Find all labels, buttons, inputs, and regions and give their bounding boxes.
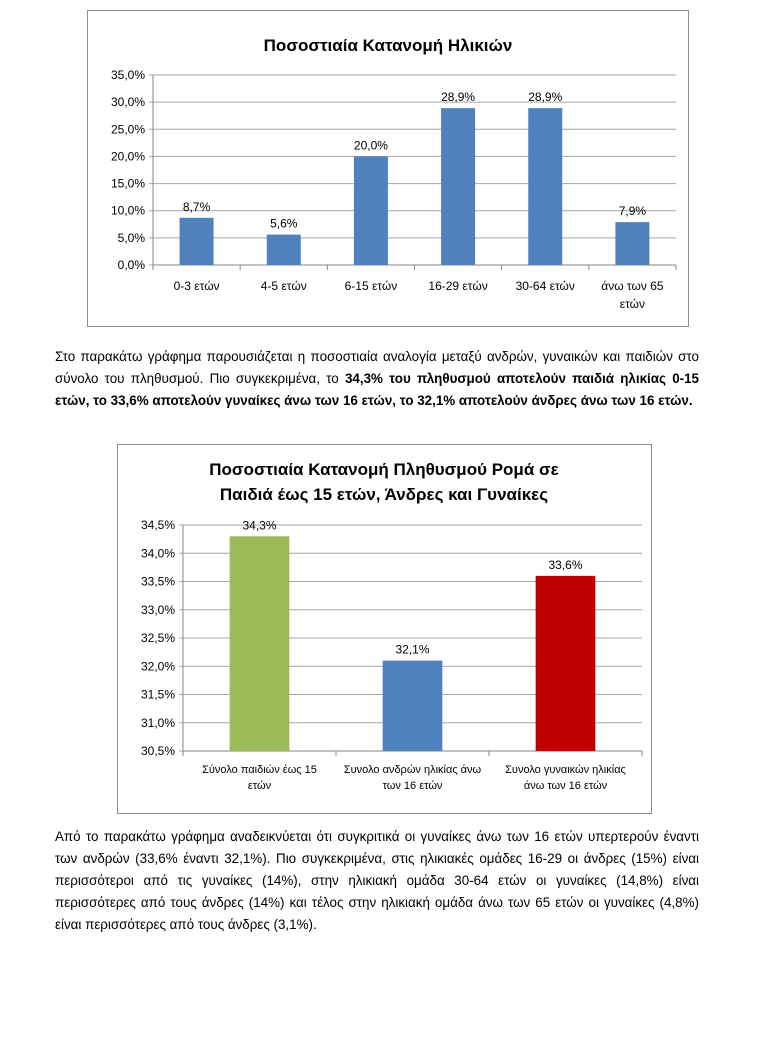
bar-data-label: 8,7% <box>182 199 211 214</box>
bar <box>383 661 443 751</box>
y-tick-label: 34,5% <box>140 518 175 532</box>
bar-data-label: 28,9% <box>528 90 563 105</box>
bar <box>354 156 388 265</box>
population-group-chart <box>117 444 652 814</box>
chart-title-line: Ποσοστιαία Κατανομή Πληθυσμού Ρομά σε <box>209 460 559 479</box>
y-tick-label: 32,0% <box>140 659 175 674</box>
x-category-label: άνω των 16 ετών <box>523 780 608 792</box>
bar-data-label: 32,1% <box>395 642 430 657</box>
x-category-label: 30-64 ετών <box>515 279 575 293</box>
y-tick-label: 35,0% <box>110 68 145 82</box>
y-tick-label: 25,0% <box>110 122 145 137</box>
bar-data-label: 33,6% <box>548 557 583 572</box>
x-category-label: ετών <box>619 297 646 311</box>
bar <box>441 108 475 265</box>
x-category-label: Σύνολο παιδιών έως 15 <box>202 764 317 776</box>
y-tick-label: 34,0% <box>140 546 175 561</box>
bar <box>230 536 290 751</box>
y-tick-label: 10,0% <box>110 203 145 218</box>
bar-data-label: 34,3% <box>242 518 277 533</box>
bar <box>267 235 301 265</box>
paragraph-population-ratio-text: Στο παρακάτω γράφημα παρουσιάζεται η ποσοστιαία αναλογία μεταξύ ανδρών, γυναικών και παιδιών στο σύνολο του πληθυσμού. Πιο συγκεκριμένα, το <box>55 349 699 386</box>
bar <box>180 218 214 265</box>
bar <box>528 108 562 265</box>
x-category-label: 6-15 ετών <box>344 279 398 293</box>
paragraph-population-ratio <box>55 346 699 412</box>
y-tick-label: 33,5% <box>140 574 175 589</box>
y-tick-label: 32,5% <box>140 631 175 645</box>
x-category-label: των 16 ετών <box>382 780 443 792</box>
x-category-label: ετών <box>247 780 272 792</box>
y-tick-label: 5,0% <box>117 230 145 245</box>
age-distribution-chart <box>87 10 689 327</box>
bar-data-label: 5,6% <box>270 216 298 231</box>
age-distribution-chart-svg <box>88 11 688 326</box>
paragraph-gender-comparison: Από το παρακάτω γράφημα αναδεικνύεται ότι συγκριτικά οι γυναίκες άνω των 16 ετών υπερτερούν έναντι των ανδρών (33,6% έναντι 32,1%). Πιο συγκεκριμένα, στις ηλικιακές ομάδες 16-29 οι άνδρες (15%) είναι περισσότεροι από τις γυναίκες (14%), στην ηλικιακή ομάδα 30-64 ετών οι γυναίκες (14,8%) είναι περισσότερες από τους άνδρες (14%) και τέλος στην ηλικιακή ομάδα άνω των 65 ετών οι γυναίκες (4,8%) είναι περισσότερες από τους άνδρες (3,1%). <box>55 829 699 932</box>
bar-data-label: 28,9% <box>441 90 476 105</box>
paragraph-population-ratio-bold: 34,3% του πληθυσμού αποτελούν παιδιά ηλικίας 0-15 ετών, το 33,6% αποτελούν γυναίκες άνω των 16 ετών, το 32,1% αποτελούν άνδρες άνω των 16 ετών. <box>55 371 700 408</box>
y-tick-label: 31,0% <box>140 715 175 730</box>
population-group-chart-svg <box>118 445 651 813</box>
y-tick-label: 31,5% <box>140 687 175 702</box>
bar <box>536 576 596 751</box>
x-category-label: Συνολο γυναικών ηλικίας <box>505 764 626 776</box>
bar-data-label: 20,0% <box>353 138 388 153</box>
y-tick-label: 0,0% <box>117 258 145 272</box>
x-category-label: άνω των 65 <box>601 279 664 293</box>
x-category-label: 0-3 ετών <box>173 279 220 293</box>
bar <box>615 222 649 265</box>
y-tick-label: 30,0% <box>110 95 145 110</box>
chart-title-line: Παιδιά έως 15 ετών, Άνδρες και Γυναίκες <box>219 485 549 504</box>
x-category-label: 4-5 ετών <box>260 279 307 293</box>
y-tick-label: 30,5% <box>140 744 175 758</box>
chart-title-line: Ποσοστιαία Κατανομή Ηλικιών <box>263 36 513 55</box>
x-category-label: 16-29 ετών <box>428 279 488 293</box>
x-category-label: Συνολο ανδρών ηλικίας άνω <box>343 764 482 776</box>
y-tick-label: 15,0% <box>110 176 145 191</box>
y-tick-label: 20,0% <box>110 149 145 164</box>
y-tick-label: 33,0% <box>140 602 175 617</box>
bar-data-label: 7,9% <box>618 204 647 219</box>
